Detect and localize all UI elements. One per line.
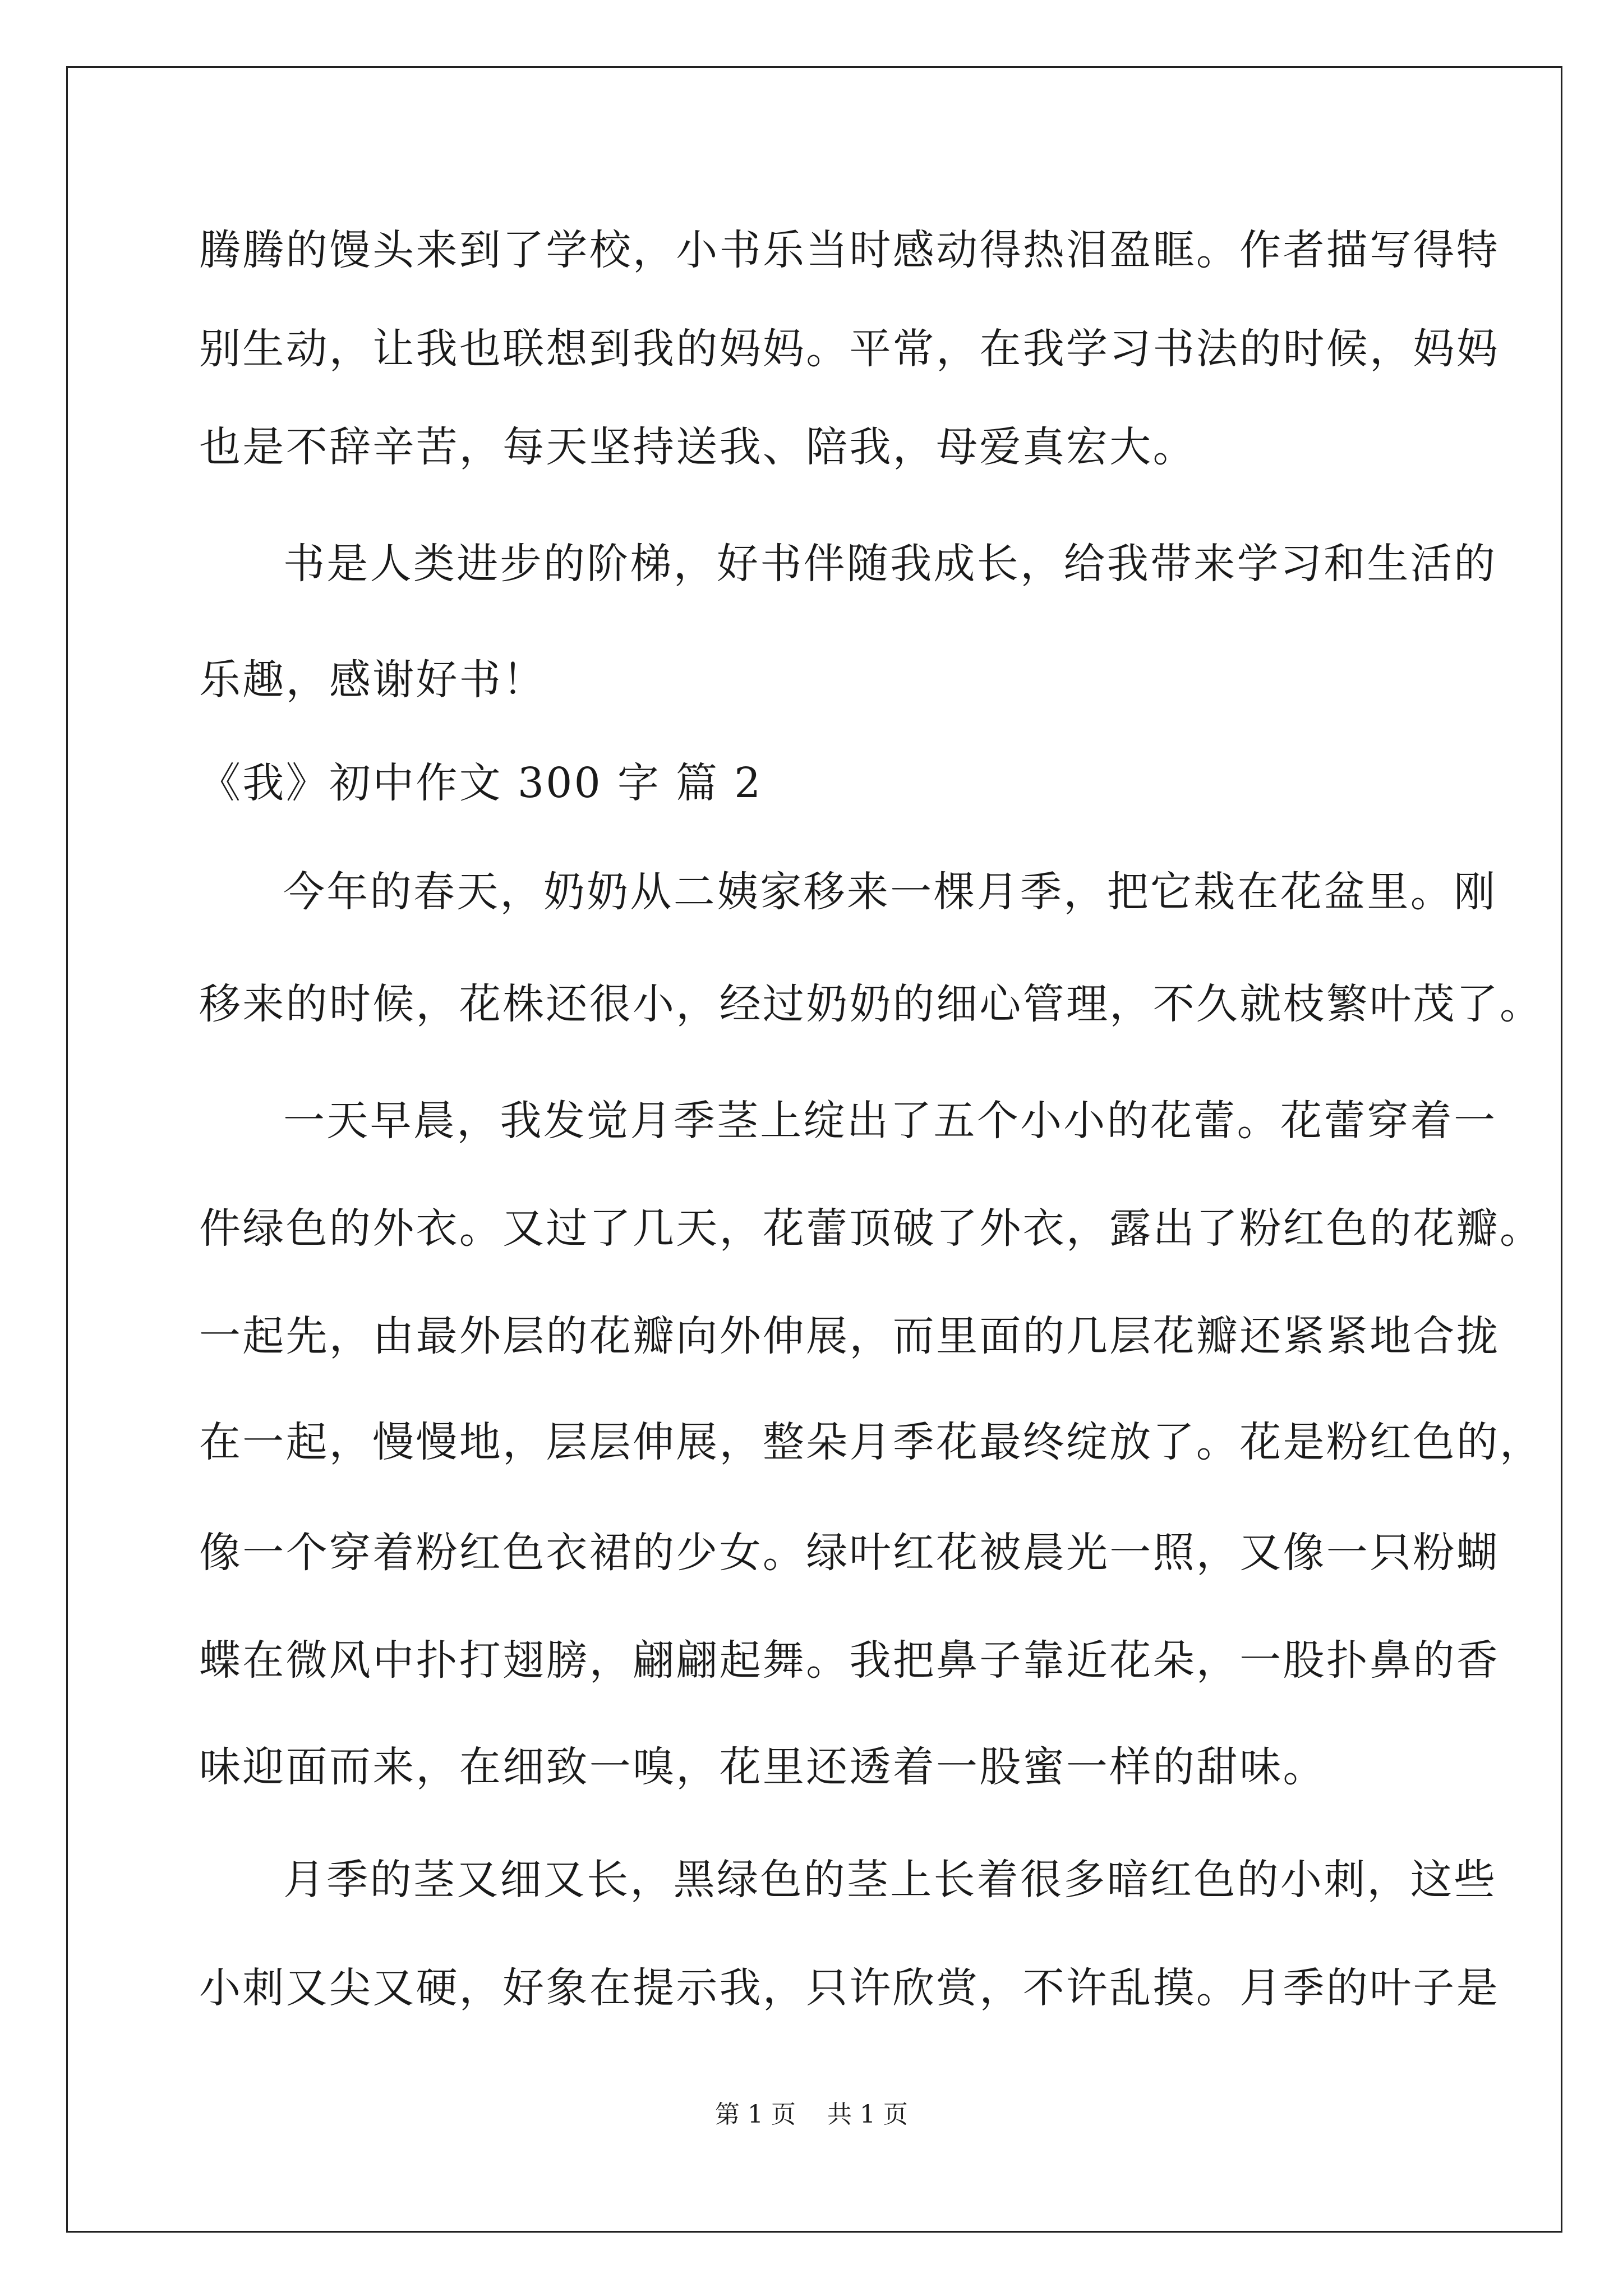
text-line-10: 件绿色的外衣。又过了几天，花蕾顶破了外衣，露出了粉红色的花瓣。 <box>199 1204 1543 1253</box>
text-line-8: 移来的时候，花株还很小，经过奶奶的细心管理，不久就枝繁叶茂了。 <box>199 980 1543 1028</box>
text-line-4: 书是人类进步的阶梯，好书伴随我成长，给我带来学习和生活的 <box>283 540 1497 588</box>
text-line-2: 别生动，让我也联想到我的妈妈。平常，在我学习书法的时候，妈妈 <box>199 325 1500 373</box>
text-line-9: 一天早晨，我发觉月季茎上绽出了五个小小的花蕾。花蕾穿着一 <box>283 1097 1497 1145</box>
text-line-13: 像一个穿着粉红色衣裙的少女。绿叶红花被晨光一照，又像一只粉蝴 <box>199 1529 1500 1577</box>
text-line-3: 也是不辞辛苦，每天坚持送我、陪我，母爱真宏大。 <box>199 423 1196 471</box>
text-line-15: 味迎面而来，在细致一嗅，花里还透着一股蜜一样的甜味。 <box>199 1743 1326 1791</box>
section-heading: 《我》初中作文 300 字 篇 2 <box>199 759 763 807</box>
text-line-16: 月季的茎又细又长，黑绿色的茎上长着很多暗红色的小刺，这些 <box>283 1856 1497 1904</box>
text-line-5: 乐趣，感谢好书！ <box>199 656 546 704</box>
text-line-12: 在一起，慢慢地，层层伸展，整朵月季花最终绽放了。花是粉红色的， <box>199 1418 1543 1466</box>
text-line-11: 一起先，由最外层的花瓣向外伸展，而里面的几层花瓣还紧紧地合拢 <box>199 1312 1500 1360</box>
text-line-17: 小刺又尖又硬，好象在提示我，只许欣赏，不许乱摸。月季的叶子是 <box>199 1964 1500 2012</box>
text-line-7: 今年的春天，奶奶从二姨家移来一棵月季，把它栽在花盆里。刚 <box>283 868 1497 916</box>
text-line-1: 腾腾的馒头来到了学校，小书乐当时感动得热泪盈眶。作者描写得特 <box>199 226 1500 274</box>
page-footer: 第 1 页 共 1 页 <box>715 2100 908 2129</box>
text-line-14: 蝶在微风中扑打翅膀，翩翩起舞。我把鼻子靠近花朵，一股扑鼻的香 <box>199 1636 1500 1685</box>
